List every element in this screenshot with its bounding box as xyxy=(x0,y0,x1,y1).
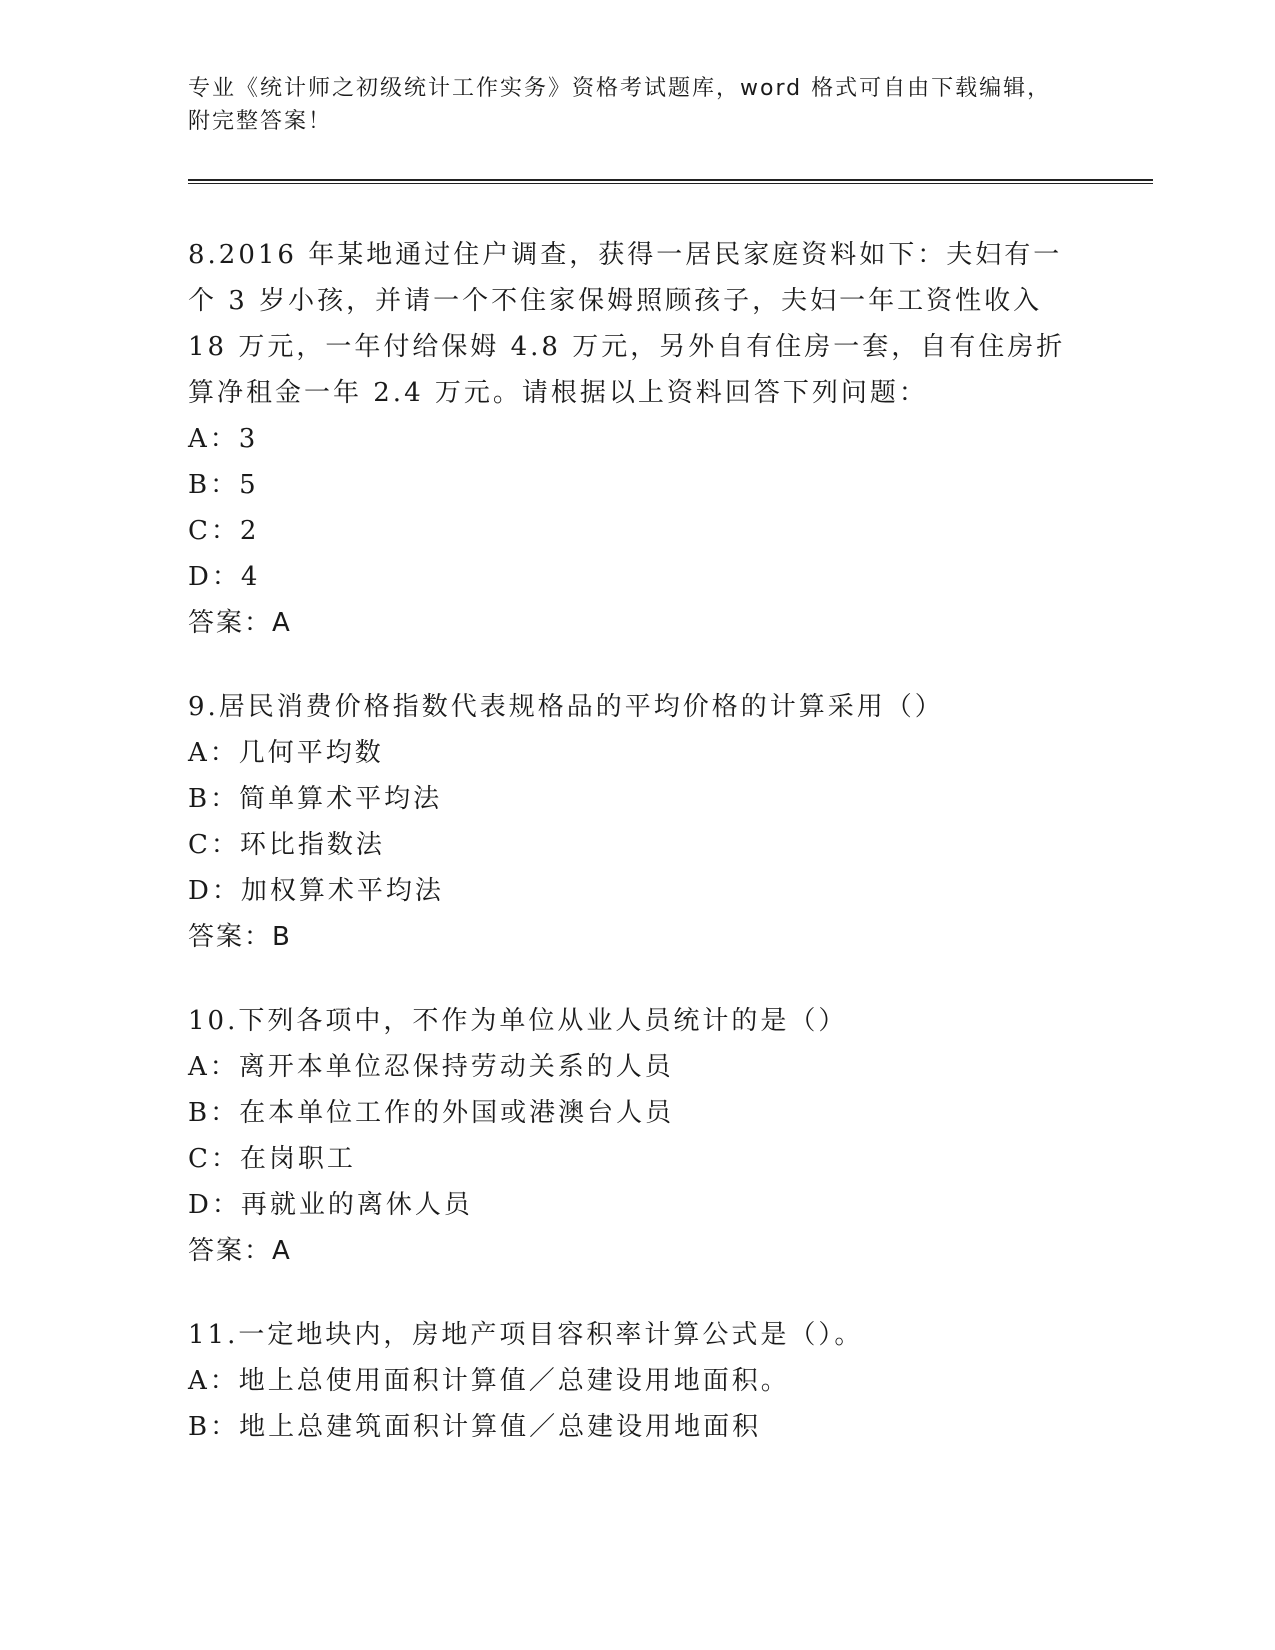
answer: 答案：B xyxy=(188,922,292,952)
option-b: B：地上总建筑面积计算值／总建设用地面积 xyxy=(188,1412,762,1442)
option-d: D：加权算术平均法 xyxy=(188,876,444,906)
question-11 xyxy=(188,1312,1088,1450)
option-b: B：在本单位工作的外国或港澳台人员 xyxy=(188,1098,675,1128)
option-c: C：环比指数法 xyxy=(188,830,385,860)
header-line-2: 附完整答案！ xyxy=(188,109,333,134)
header-line-1: 专业《统计师之初级统计工作实务》资格考试题库，word 格式可自由下载编辑， xyxy=(188,76,1052,101)
question-list xyxy=(188,232,1088,1488)
question-10 xyxy=(188,998,1088,1274)
option-a: A：地上总使用面积计算值／总建设用地面积。 xyxy=(188,1366,790,1396)
option-b: B：5 xyxy=(188,470,259,500)
question-text: 11.一定地块内，房地产项目容积率计算公式是（）。 xyxy=(188,1320,864,1350)
option-c: C：在岗职工 xyxy=(188,1144,356,1174)
question-text: 9.居民消费价格指数代表规格品的平均价格的计算采用（） xyxy=(188,692,944,722)
option-a: A：离开本单位忍保持劳动关系的人员 xyxy=(188,1052,674,1082)
question-9 xyxy=(188,684,1088,960)
option-b: B：简单算术平均法 xyxy=(188,784,443,814)
answer: 答案：A xyxy=(188,608,292,638)
option-d: D：4 xyxy=(188,562,261,592)
question-8 xyxy=(188,232,1088,646)
header-divider-thick xyxy=(188,179,1153,181)
option-a: A：几何平均数 xyxy=(188,738,384,768)
option-a: A：3 xyxy=(188,424,259,454)
option-c: C：2 xyxy=(188,516,260,546)
question-text: 10.下列各项中，不作为单位从业人员统计的是（） xyxy=(188,1006,848,1036)
question-text: 8.2016 年某地通过住户调查，获得一居民家庭资料如下：夫妇有一个 3 岁小孩，并请一个不住家保姆照顾孩子，夫妇一年工资性收入 18 万元，一年付给保姆 4.8 万元，另外自有住房一套，自有住房折算净租金一年 2.4 万元。请根据以上资料回答下列问题： xyxy=(188,240,1066,408)
document-header xyxy=(188,72,1088,138)
header-divider-thin xyxy=(188,183,1153,184)
option-d: D：再就业的离休人员 xyxy=(188,1190,473,1220)
answer: 答案：A xyxy=(188,1236,292,1266)
